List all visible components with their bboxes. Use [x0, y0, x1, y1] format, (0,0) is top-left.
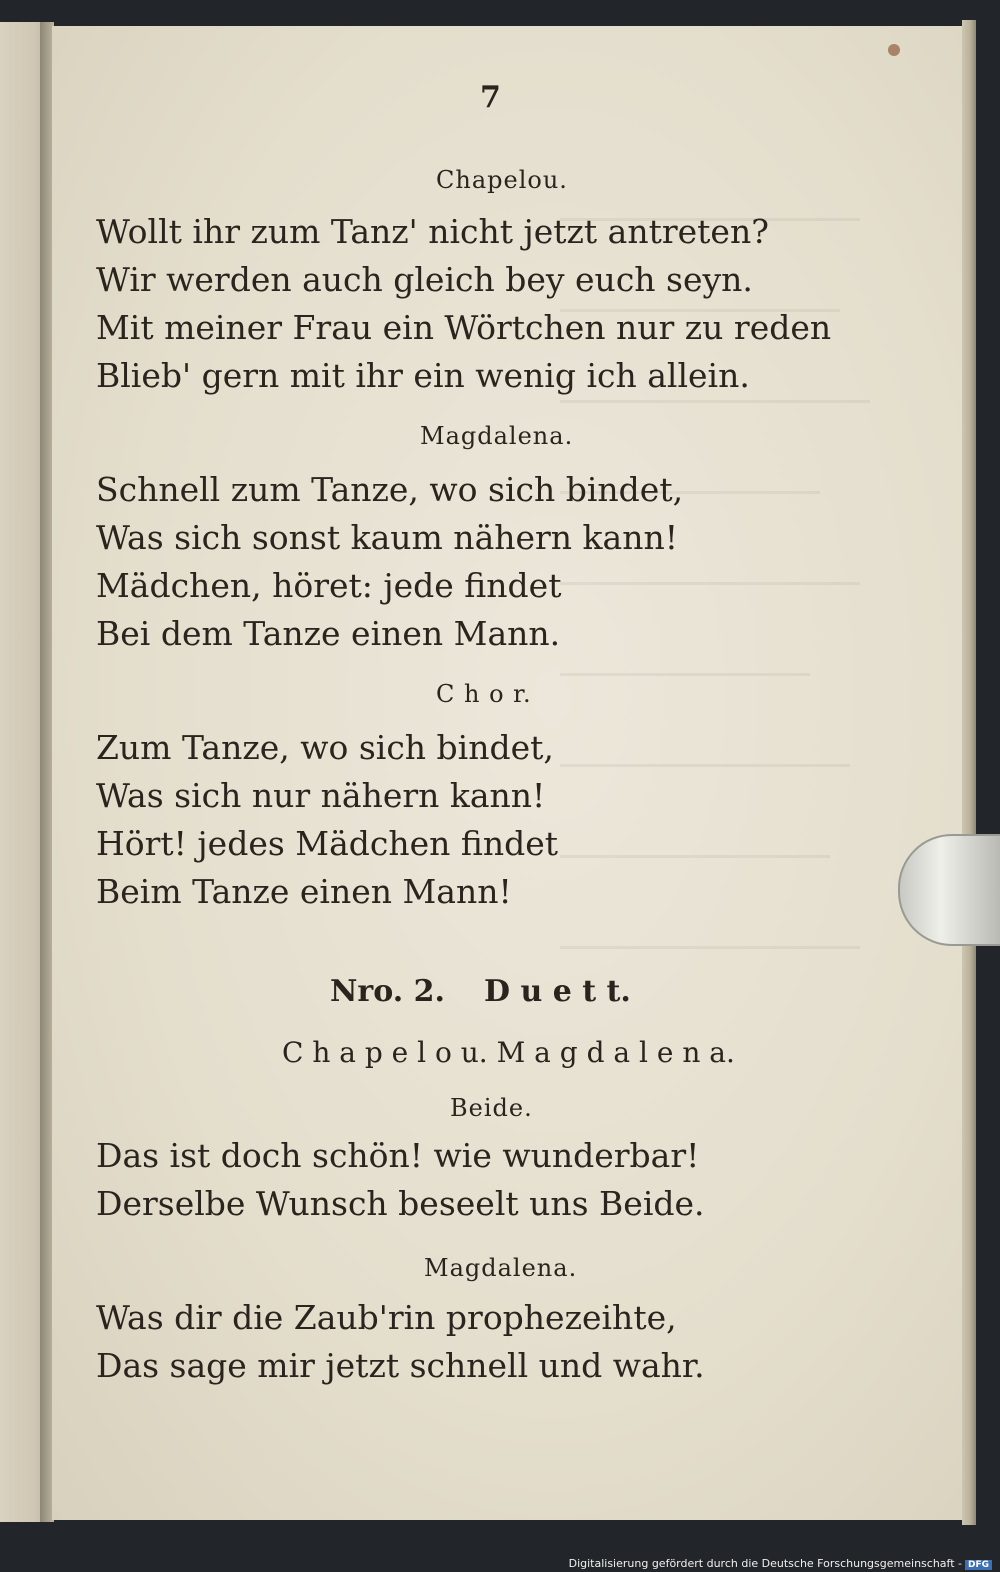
verse-line: Derselbe Wunsch beseelt uns Beide.: [96, 1184, 705, 1223]
digitization-credit: [569, 1557, 992, 1570]
verse-line: Was dir die Zaub'rin prophezeihte,: [96, 1298, 677, 1337]
verse-line: Was sich sonst kaum nähern kann!: [96, 518, 678, 557]
verse-line: Das sage mir jetzt schnell und wahr.: [96, 1346, 705, 1385]
verse-line: Bei dem Tanze einen Mann.: [96, 614, 561, 653]
speaker-beide: Beide.: [450, 1094, 533, 1122]
speaker-magdalena: Magdalena.: [424, 1254, 578, 1282]
verse-line: Blieb' gern mit ihr ein wenig ich allein.: [96, 356, 750, 395]
verse-line: Hört! jedes Mädchen findet: [96, 824, 559, 863]
speaker-chapelou: Chapelou.: [436, 166, 568, 194]
characters-line: C h a p e l o u. M a g d a l e n a.: [282, 1036, 735, 1069]
verse-line: Mit meiner Frau ein Wörtchen nur zu reden: [96, 308, 832, 347]
verse-line: Das ist doch schön! wie wunderbar!: [96, 1136, 700, 1175]
page-number: 7: [480, 80, 501, 115]
dfg-logo: DFG: [965, 1560, 992, 1570]
verse-line: Mädchen, höret: jede findet: [96, 566, 562, 605]
verse-line: Wir werden auch gleich bey euch seyn.: [96, 260, 753, 299]
verse-line: Zum Tanze, wo sich bindet,: [96, 728, 554, 767]
verse-line: Was sich nur nähern kann!: [96, 776, 546, 815]
credit-text: Digitalisierung gefördert durch die Deutsche Forschungsgemeinschaft -: [568, 1557, 962, 1570]
number-label: Nro. 2.: [330, 974, 445, 1009]
verse-line: Beim Tanze einen Mann!: [96, 872, 512, 911]
speaker-magdalena: Magdalena.: [420, 422, 574, 450]
speaker-chor: C h o r.: [436, 680, 532, 708]
verse-line: Schnell zum Tanze, wo sich bindet,: [96, 470, 684, 509]
verse-line: Wollt ihr zum Tanz' nicht jetzt antreten?: [96, 212, 769, 251]
number-title: D u e t t.: [484, 974, 631, 1009]
